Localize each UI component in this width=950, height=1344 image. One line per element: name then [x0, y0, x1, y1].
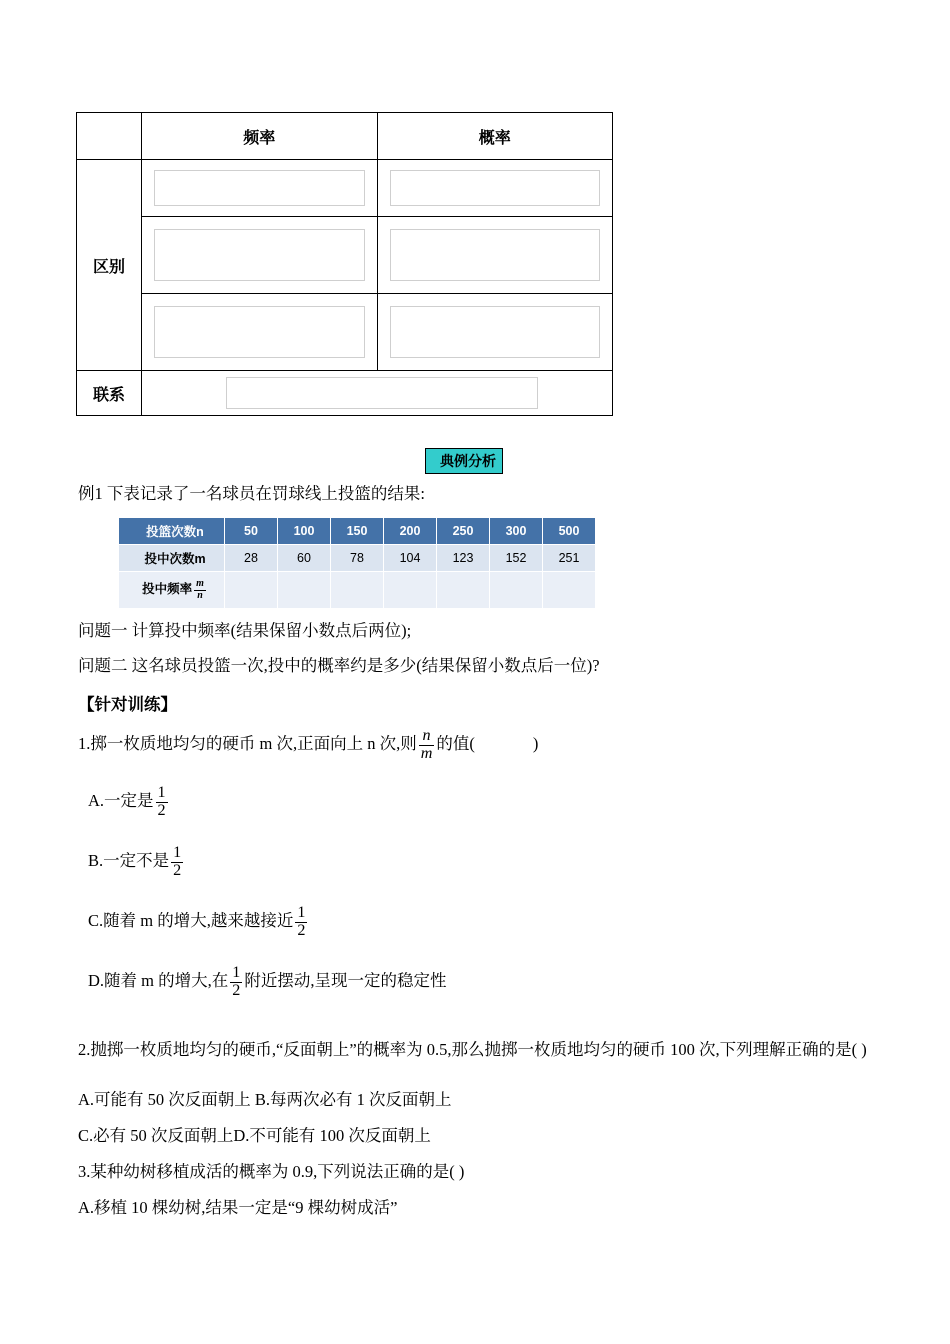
- column-header-frequency: 频率: [142, 113, 378, 160]
- practice-q1-option-b[interactable]: [88, 845, 185, 880]
- q1-fraction-n-over-m: $\frac{n}{m}$: [420, 727, 433, 762]
- practice-q1-stem: [78, 728, 538, 763]
- option-text: 随着 m 的增大,越来越接近: [103, 911, 294, 931]
- q1-stem-part-a: 1.掷一枚质地均匀的硬币 m 次,正面向上 n 次,则: [78, 734, 417, 754]
- answer-box[interactable]: [154, 170, 365, 206]
- question-one: 问题一 计算投中频率(结果保留小数点后两位);: [78, 621, 412, 640]
- option-text: 随着 m 的增大,在: [104, 971, 229, 991]
- answer-box[interactable]: [154, 306, 365, 358]
- option-text-tail: 附近摆动,呈现一定的稳定性: [244, 971, 447, 991]
- cell-difference-probability-3[interactable]: [377, 294, 613, 371]
- cell-difference-probability-1[interactable]: [377, 160, 613, 217]
- row-label-shots: 投篮次数n: [119, 518, 225, 545]
- cell-shots-1: 100: [278, 518, 331, 545]
- cell-rate-0[interactable]: [225, 572, 278, 609]
- practice-heading: 【针对训练】: [78, 696, 177, 714]
- table-row: [77, 371, 613, 416]
- cell-connection[interactable]: [142, 371, 613, 416]
- table-row-shots: [119, 518, 596, 545]
- practice-q3-option-a[interactable]: A.移植 10 棵幼树,结果一定是“9 棵幼树成活”: [78, 1198, 398, 1217]
- corner-cell: [77, 113, 142, 160]
- cell-shots-4: 250: [437, 518, 490, 545]
- answer-box[interactable]: [390, 306, 601, 358]
- comparison-table: [76, 112, 613, 416]
- cell-rate-4[interactable]: [437, 572, 490, 609]
- table-row: [77, 294, 613, 371]
- shooting-data-table: [118, 517, 596, 609]
- table-row-made: [119, 545, 596, 572]
- table-row: [77, 113, 613, 160]
- row-label-connection: 联系: [77, 371, 142, 416]
- cell-shots-2: 150: [331, 518, 384, 545]
- cell-made-1: 60: [278, 545, 331, 572]
- practice-q1-option-c[interactable]: [88, 905, 309, 940]
- practice-q2-stem: 2.抛掷一枚质地均匀的硬币,“反面朝上”的概率为 0.5,那么抛掷一枚质地均匀的硬币 100 次,下列理解正确的是( ): [78, 1040, 867, 1059]
- cell-made-2: 78: [331, 545, 384, 572]
- cell-made-0: 28: [225, 545, 278, 572]
- example-intro: 例1 下表记录了一名球员在罚球线上投篮的结果:: [78, 484, 425, 503]
- cell-shots-5: 300: [490, 518, 543, 545]
- practice-q1-option-a[interactable]: [88, 785, 170, 820]
- fraction-one-half: $\frac{1}{2}$: [157, 784, 166, 819]
- cell-made-5: 152: [490, 545, 543, 572]
- cell-rate-1[interactable]: [278, 572, 331, 609]
- option-tag: C.: [88, 911, 104, 931]
- question-two: 问题二 这名球员投篮一次,投中的概率约是多少(结果保留小数点后一位)?: [78, 656, 600, 675]
- cell-made-3: 104: [384, 545, 437, 572]
- q1-stem-part-c: ): [532, 734, 539, 754]
- section-banner: 典例分析: [425, 448, 503, 474]
- table-row-rate: [119, 572, 596, 609]
- rate-fraction: $\frac{m}{n}$: [196, 578, 204, 601]
- table-row: [77, 217, 613, 294]
- cell-made-6: 251: [543, 545, 596, 572]
- answer-box[interactable]: [154, 229, 365, 281]
- cell-rate-5[interactable]: [490, 572, 543, 609]
- option-tag: D.: [88, 971, 105, 991]
- practice-q1-option-d[interactable]: [88, 965, 446, 1000]
- table-row: [77, 160, 613, 217]
- column-header-probability: 概率: [377, 113, 613, 160]
- cell-rate-6[interactable]: [543, 572, 596, 609]
- practice-q2-options-line-1[interactable]: A.可能有 50 次反面朝上 B.每两次必有 1 次反面朝上: [78, 1090, 452, 1109]
- practice-q2-options-line-2[interactable]: C.必有 50 次反面朝上D.不可能有 100 次反面朝上: [78, 1126, 431, 1145]
- cell-rate-3[interactable]: [384, 572, 437, 609]
- answer-box[interactable]: [390, 170, 601, 206]
- answer-box[interactable]: [226, 377, 538, 409]
- fraction-one-half: $\frac{1}{2}$: [232, 964, 241, 999]
- cell-shots-3: 200: [384, 518, 437, 545]
- option-tag: A.: [88, 791, 105, 811]
- option-text: 一定是: [104, 791, 154, 811]
- practice-q3-stem: 3.某种幼树移植成活的概率为 0.9,下列说法正确的是( ): [78, 1162, 465, 1181]
- cell-rate-2[interactable]: [331, 572, 384, 609]
- cell-shots-0: 50: [225, 518, 278, 545]
- fraction-one-half: $\frac{1}{2}$: [173, 844, 182, 879]
- answer-box[interactable]: [390, 229, 601, 281]
- option-text: 一定不是: [103, 851, 170, 871]
- cell-made-4: 123: [437, 545, 490, 572]
- row-label-rate: [119, 572, 225, 609]
- cell-difference-frequency-3[interactable]: [142, 294, 378, 371]
- row-label-difference: 区别: [77, 160, 142, 371]
- cell-difference-frequency-2[interactable]: [142, 217, 378, 294]
- cell-shots-6: 500: [543, 518, 596, 545]
- cell-difference-probability-2[interactable]: [377, 217, 613, 294]
- row-label-rate-text: 投中频率: [142, 581, 193, 596]
- row-label-made: 投中次数m: [119, 545, 225, 572]
- fraction-one-half: $\frac{1}{2}$: [297, 904, 306, 939]
- option-tag: B.: [88, 851, 104, 871]
- q1-stem-part-b: 的值(: [436, 734, 475, 754]
- cell-difference-frequency-1[interactable]: [142, 160, 378, 217]
